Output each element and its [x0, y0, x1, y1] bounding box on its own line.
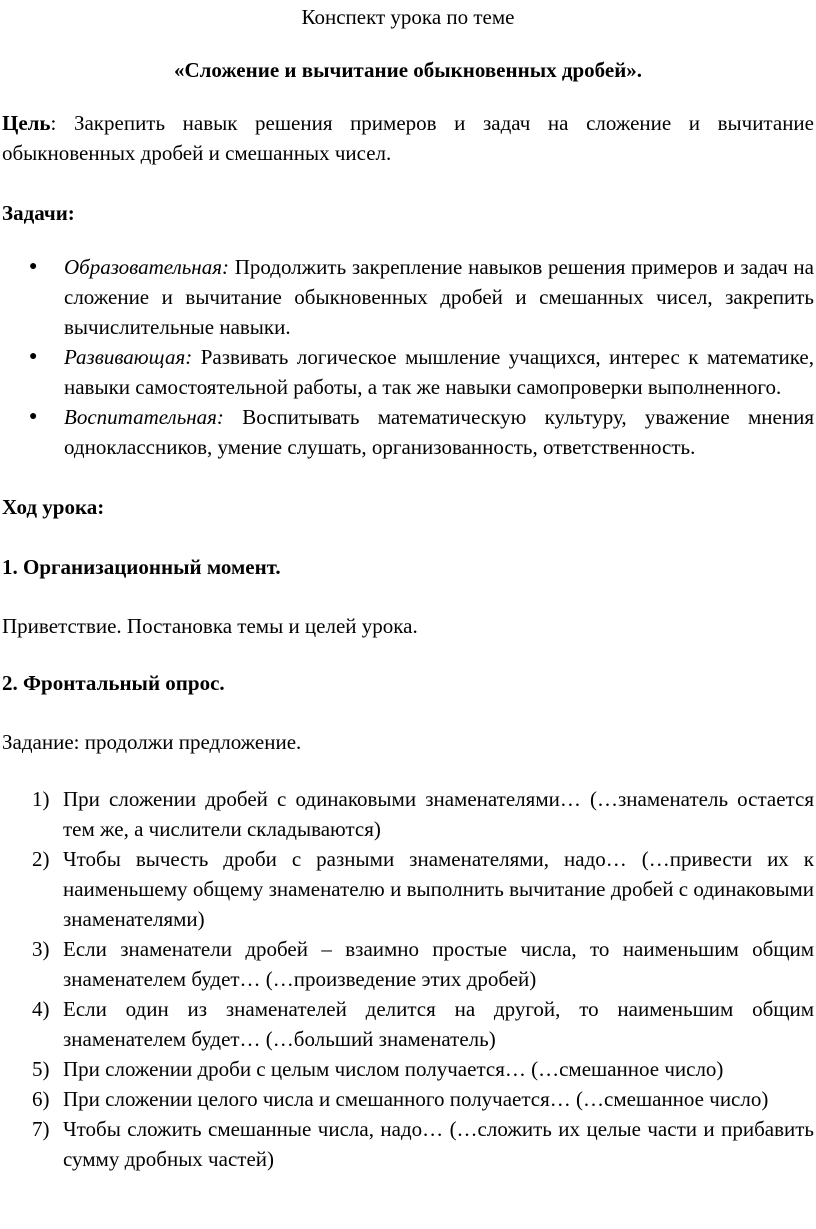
- item-text: Если один из знаменателей делится на другой, то наименьшим общим знаменателем будет… (…больший знаменатель): [63, 997, 814, 1051]
- document-page: [0, 2, 816, 1229]
- list-item: [2, 844, 814, 934]
- bullet-icon: ●: [29, 349, 38, 364]
- goal-text: : Закрепить навык решения примеров и задач на сложение и вычитание обыкновенных дробей и смешанных чисел.: [2, 111, 814, 165]
- list-item: [2, 994, 814, 1054]
- item-number: 7): [32, 1117, 50, 1141]
- item-number: 4): [32, 997, 50, 1021]
- goal-paragraph: [2, 108, 814, 168]
- tasks-list: [2, 252, 814, 462]
- task-text: Развивать логическое мышление учащихся, интерес к математике, навыки самостоятельной работы, а так же навыки самопроверки выполненного.: [64, 345, 814, 399]
- task-text: Воспитывать математическую культуру, уважение мнения одноклассников, умение слушать, организованность, ответственность.: [64, 405, 814, 459]
- list-item: [2, 1054, 814, 1084]
- list-item: [2, 784, 814, 844]
- tasks-heading: Задачи:: [2, 201, 75, 225]
- questions-list: [2, 784, 814, 1174]
- item-number: 5): [32, 1057, 50, 1081]
- list-item: [2, 1114, 814, 1174]
- task-text: Продолжить закрепление навыков решения примеров и задач на сложение и вычитание обыкновенных дробей и смешанных чисел, закрепить вычислительные навыки.: [64, 255, 814, 339]
- item-text: Чтобы вычесть дроби с разными знаменателями, надо… (…привести их к наименьшему общему знаменателю и выполнить вычитание дробей с одинаковыми знаменателями): [63, 847, 814, 931]
- item-number: 3): [32, 937, 50, 961]
- item-text: При сложении дроби с целым числом получается… (…смешанное число): [63, 1057, 724, 1081]
- bullet-icon: ●: [29, 259, 38, 274]
- stage1-text: Приветствие. Постановка темы и целей урока.: [2, 614, 418, 638]
- item-text: Если знаменатели дробей – взаимно простые числа, то наименьшим общим знаменателем будет… (…произведение этих дробей): [63, 937, 814, 991]
- item-number: 6): [32, 1087, 50, 1111]
- stage1-heading: 1. Организационный момент.: [2, 555, 281, 579]
- task-item-developing: [2, 342, 814, 402]
- item-number: 1): [32, 787, 50, 811]
- item-text: При сложении целого числа и смешанного получается… (…смешанное число): [63, 1087, 769, 1111]
- document-title: Конспект урока по теме: [301, 5, 515, 29]
- stage2-heading: 2. Фронтальный опрос.: [2, 671, 225, 695]
- item-text: Чтобы сложить смешанные числа, надо… (…сложить их целые части и прибавить сумму дробных частей): [63, 1117, 814, 1171]
- lesson-topic: «Сложение и вычитание обыкновенных дробей».: [173, 58, 643, 82]
- stage2-text: Задание: продолжи предложение.: [2, 730, 302, 754]
- lesson-course-heading: Ход урока:: [2, 495, 105, 519]
- list-item: [2, 934, 814, 994]
- item-text: При сложении дробей с одинаковыми знаменателями… (…знаменатель остается тем же, а числители складываются): [63, 787, 814, 841]
- task-item-upbringing: [2, 402, 814, 462]
- list-item: [2, 1084, 814, 1114]
- task-label: Воспитательная:: [64, 405, 224, 429]
- task-item-educational: [2, 252, 814, 342]
- goal-label: Цель: [2, 111, 51, 135]
- task-label: Развивающая:: [64, 345, 193, 369]
- bullet-icon: ●: [29, 409, 38, 424]
- item-number: 2): [32, 847, 50, 871]
- task-label: Образовательная:: [64, 255, 229, 279]
